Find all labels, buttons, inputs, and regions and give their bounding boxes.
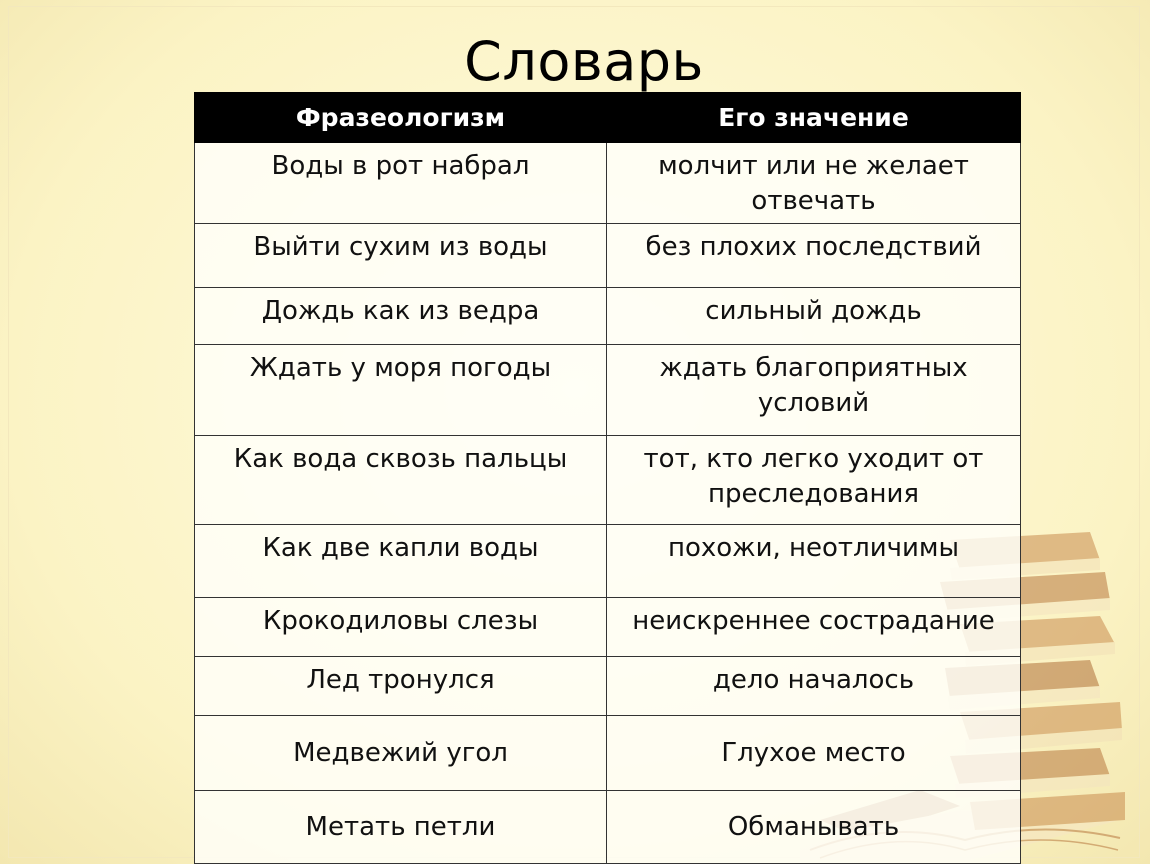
phraseology-table [194,92,1021,864]
table-header-row [195,93,1021,143]
meaning-cell: дело началось [607,657,1021,716]
phrase-cell: Ждать у моря погоды [195,345,607,436]
page-title: Словарь [464,30,704,93]
phrase-cell: Как две капли воды [195,525,607,598]
meaning-cell: без плохих последствий [607,224,1021,288]
meaning-cell: тот, кто легко уходит от преследования [607,436,1021,525]
meaning-cell: Обманывать [607,791,1021,864]
table-row [195,345,1021,436]
phrase-cell: Дождь как из ведра [195,288,607,345]
meaning-cell: молчит или не желает отвечать [607,143,1021,224]
table-row [195,143,1021,224]
meaning-cell: сильный дождь [607,288,1021,345]
table-row [195,791,1021,864]
table-row [195,657,1021,716]
phrase-cell: Лед тронулся [195,657,607,716]
table-row [195,525,1021,598]
phrase-cell: Метать петли [195,791,607,864]
phrase-cell: Медвежий угол [195,716,607,791]
meaning-cell: ждать благоприятных условий [607,345,1021,436]
column-header-meaning: Его значение [607,93,1021,143]
meaning-cell: Глухое место [607,716,1021,791]
column-header-phrase: Фразеологизм [195,93,607,143]
meaning-cell: похожи, неотличимы [607,525,1021,598]
table-row [195,716,1021,791]
meaning-cell: неискреннее сострадание [607,598,1021,657]
table-row [195,598,1021,657]
phrase-cell: Как вода сквозь пальцы [195,436,607,525]
phrase-cell: Крокодиловы слезы [195,598,607,657]
table-row [195,288,1021,345]
table-row [195,436,1021,525]
table-row [195,224,1021,288]
phrase-cell: Выйти сухим из воды [195,224,607,288]
phrase-cell: Воды в рот набрал [195,143,607,224]
